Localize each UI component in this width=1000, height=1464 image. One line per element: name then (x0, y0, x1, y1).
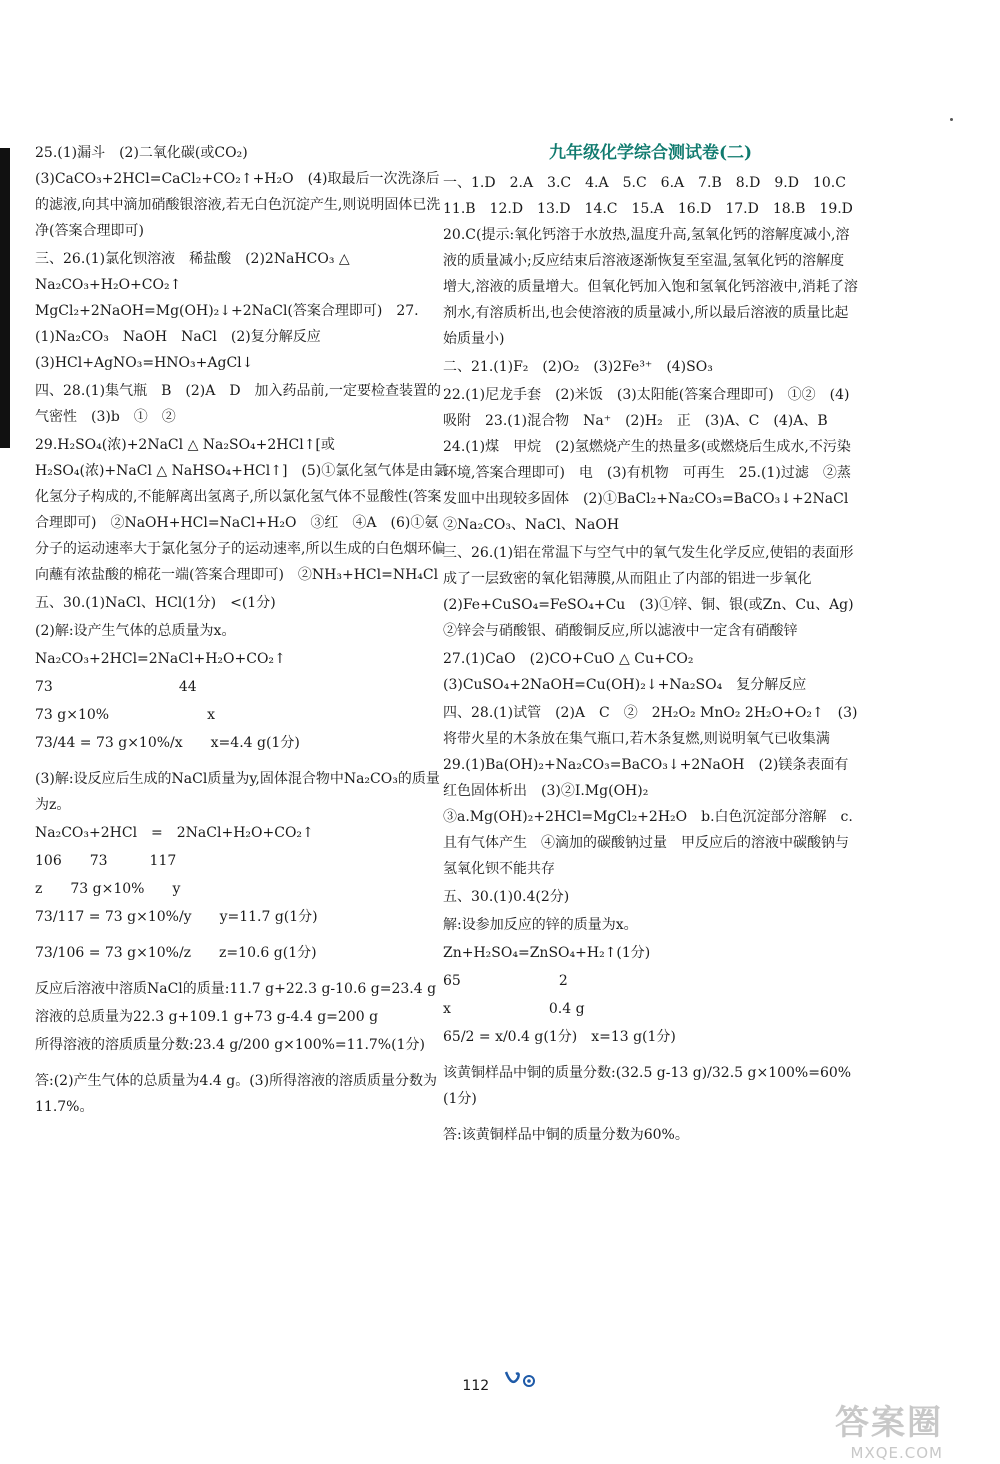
page-number: 112 (462, 1378, 490, 1394)
answer-block: 27.(1)CaO (2)CO+CuO △ Cu+CO₂ (3)CuSO₄+2NaOH=Cu(OH)₂↓+Na₂SO₄ 复分解反应 (443, 651, 807, 693)
calc-line: 该黄铜样品中铜的质量分数:(32.5 g-13 g)/32.5 g×100%=60%(1分) (443, 1065, 852, 1107)
left-column (35, 140, 450, 1122)
watermark-logo (835, 1395, 943, 1462)
calc-line: 106 73 117 (35, 853, 177, 869)
calc-line: z 73 g×10% y (35, 881, 181, 897)
watermark-main: 答案圈 (835, 1403, 943, 1443)
swirl-ornament-icon (502, 1368, 538, 1395)
answer-block: 三、26.(1)氯化钡溶液 稀盐酸 (2)2NaHCO₃ △ Na₂CO₃+H₂O+CO₂↑ MgCl₂+2NaOH=Mg(OH)₂↓+2NaCl(答案合理即可) 27.(1)Na₂CO₃ NaOH NaCl (2)复分解反应 (3)HCl+AgNO₃=HNO₃+AgCl↓ (35, 251, 419, 371)
scan-edge-bar (0, 148, 10, 448)
equation-line: Na₂CO₃+2HCl = 2NaCl+H₂O+CO₂↑ (35, 825, 314, 841)
equation-line: Na₂CO₃+2HCl=2NaCl+H₂O+CO₂↑ (35, 651, 286, 667)
calc-line: 所得溶液的溶质质量分数:23.4 g/200 g×100%=11.7%(1分) (35, 1037, 425, 1053)
proportion-line: 73/106 = 73 g×10%/z z=10.6 g(1分) (35, 945, 317, 961)
answer-block: 四、28.(1)试管 (2)A C ② 2H₂O₂ MnO₂ 2H₂O+O₂↑ (3)将带火星的木条放在集气瓶口,若木条复燃,则说明氧气已收集满 29.(1)Ba(OH)₂+Na₂CO₃=BaCO₃↓+2NaOH (2)镁条表面有红色固体析出 (3)②Ⅰ.Mg(OH)₂ ③a.Mg(OH)₂+2HCl=MgCl₂+2H₂O b.白色沉淀部分溶解 c.且有气体产生 ④滴加的碳酸钠过量 甲反应后的溶液中碳酸钠与氢氧化钡不能共存 (443, 705, 858, 877)
watermark-url: MXQE.COM (850, 1444, 943, 1462)
answer-conclusion: 答:(2)产生气体的总质量为4.4 g。(3)所得溶液的溶质质量分数为11.7%。 (35, 1073, 438, 1115)
answer-block: 四、28.(1)集气瓶 B (2)A D 加入药品前,一定要检查装置的气密性 (3)b ① ② (35, 383, 441, 425)
calc-line: 73 g×10% x (35, 707, 215, 723)
answer-block: 29.H₂SO₄(浓)+2NaCl △ Na₂SO₄+2HCl↑[或H₂SO₄(浓)+NaCl △ NaHSO₄+HCl↑] (5)①氯化氢气体是由氯化氢分子构成的,不能解离出氢离子,所以氯化氢气体不显酸性(答案合理即可) ②NaOH+HCl=NaCl+H₂O ③红 ④A (6)①氨分子的运动速率大于氯化氢分子的运动速率,所以生成的白色烟环偏向蘸有浓盐酸的棉花一端(答案合理即可) ②NH₃+HCl=NH₄Cl (35, 437, 448, 583)
answer-block: 五、30.(1)NaCl、HCl(1分) <(1分) (35, 595, 276, 611)
answer-block: 25.(1)漏斗 (2)二氧化碳(或CO₂) (3)CaCO₃+2HCl=CaCl₂+CO₂↑+H₂O (4)取最后一次洗涤后的滤液,向其中滴加硝酸银溶液,若无白色沉淀产生,则说明固体已洗净(答案合理即可) (35, 145, 441, 239)
answer-block: 五、30.(1)0.4(2分) (443, 889, 570, 905)
equation-line: Zn+H₂SO₄=ZnSO₄+H₂↑(1分) (443, 945, 651, 961)
section-title: 九年级化学综合测试卷(二) (548, 143, 753, 163)
answer-block: 一、1.D 2.A 3.C 4.A 5.C 6.A 7.B 8.D 9.D 10.C 11.B 12.D 13.D 14.C 15.A 16.D 17.D 18.B 19.D 20.C(提示:氧化钙溶于水放热,温度升高,氢氧化钙的溶解度减小,溶液的质量减小;反应结束后溶液逐渐恢复至室温,氢氧化钙的溶解度增大,溶液的质量增大。但氧化钙加入饱和氢氧化钙溶液中,消耗了溶剂水,有溶质析出,也会使溶液的质量减小,所以最后溶液的质量比起始质量小) (443, 175, 867, 347)
calc-line: 73 44 (35, 679, 197, 695)
answer-block: 22.(1)尼龙手套 (2)米饭 (3)太阳能(答案合理即可) ①② (4)吸附 23.(1)混合物 Na⁺ (2)H₂ 正 (3)A、C (4)A、B 24.(1)煤 甲烷 (2)氢燃烧产生的热量多(或燃烧后生成水,不污染环境,答案合理即可) 电 (3)有机物 可再生 25.(1)过滤 ②蒸发皿中出现较多固体 (2)①BaCl₂+Na₂CO₃=BaCO₃↓+2NaCl ②Na₂CO₃、NaCl、NaOH (443, 387, 863, 533)
right-column (443, 140, 868, 1150)
calc-line: 反应后溶液中溶质NaCl的质量:11.7 g+22.3 g-10.6 g=23.4 g (35, 981, 437, 997)
calc-line: 溶液的总质量为22.3 g+109.1 g+73 g-4.4 g=200 g (35, 1009, 379, 1025)
calc-line: (2)解:设产生气体的总质量为x。 (35, 623, 236, 639)
calc-line: (3)解:设反应后生成的NaCl质量为y,固体混合物中Na₂CO₃的质量为z。 (35, 771, 440, 813)
scan-speck (950, 118, 953, 121)
calc-line: 65 2 (443, 973, 568, 989)
proportion-line: 73/117 = 73 g×10%/y y=11.7 g(1分) (35, 909, 318, 925)
answer-conclusion: 答:该黄铜样品中铜的质量分数为60%。 (443, 1127, 689, 1143)
calc-line: x 0.4 g (443, 1001, 585, 1017)
proportion-line: 73/44 = 73 g×10%/x x=4.4 g(1分) (35, 735, 300, 751)
page-footer (0, 1368, 1000, 1395)
answer-block: 三、26.(1)铝在常温下与空气中的氧气发生化学反应,使铝的表面形成了一层致密的氧化铝薄膜,从而阻止了内部的铝进一步氧化 (2)Fe+CuSO₄=FeSO₄+Cu (3)①锌、铜、银(或Zn、Cu、Ag) ②锌会与硝酸银、硝酸铜反应,所以滤液中一定含有硝酸锌 (443, 545, 868, 639)
proportion-line: 65/2 = x/0.4 g(1分) x=13 g(1分) (443, 1029, 676, 1045)
calc-line: 解:设参加反应的锌的质量为x。 (443, 917, 638, 933)
answer-block: 二、21.(1)F₂ (2)O₂ (3)2Fe³⁺ (4)SO₃ (443, 359, 713, 375)
